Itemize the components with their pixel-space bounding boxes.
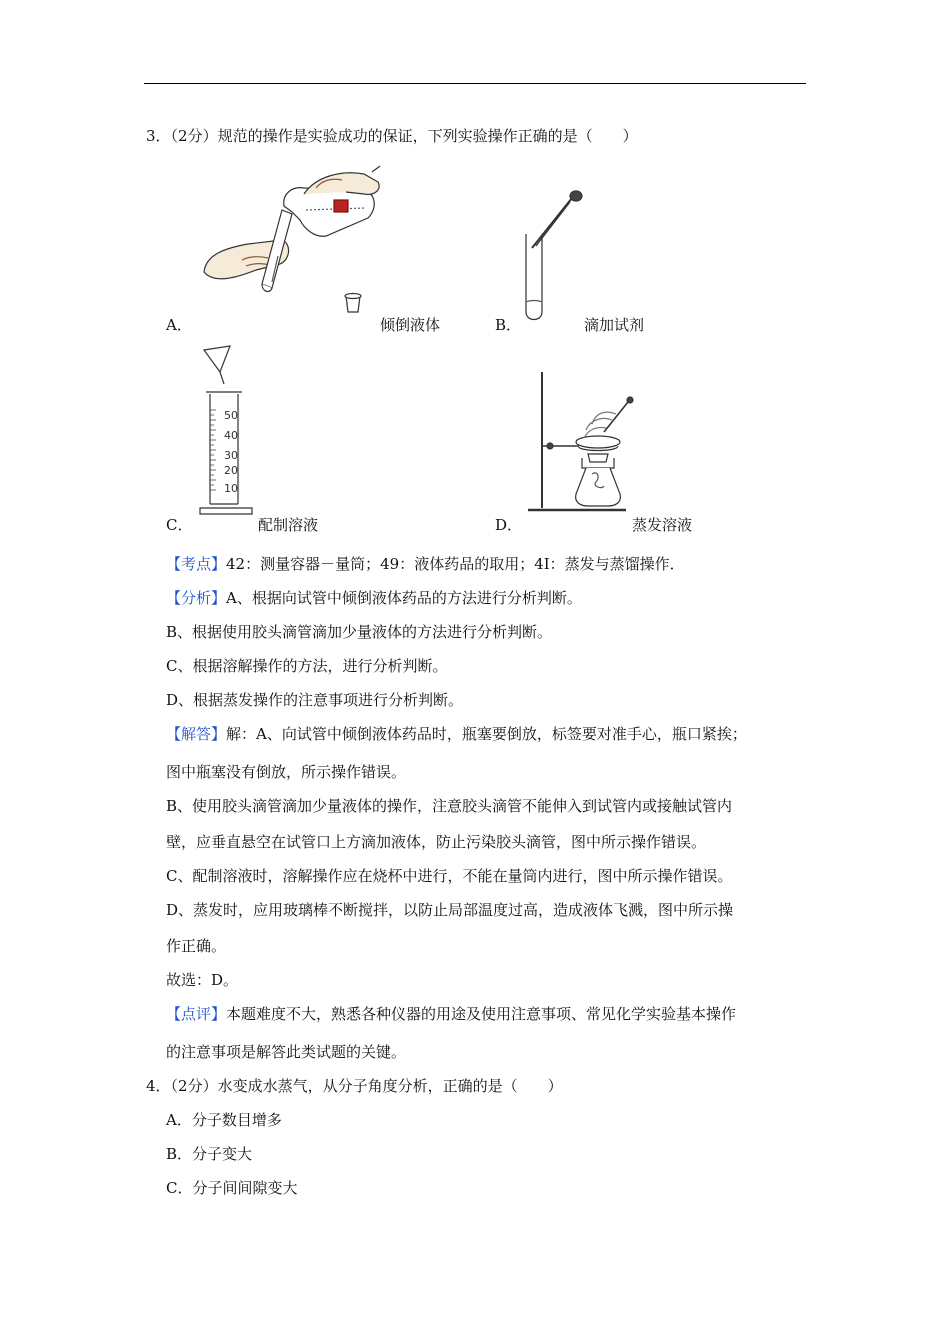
- question-4-stem: 4．（2分）水变成水蒸气，从分子角度分析，正确的是（ ）: [146, 1077, 563, 1095]
- pouring-liquid-figure: [196, 164, 396, 324]
- option-a-letter: A．: [166, 316, 192, 334]
- fenxi-line-1: [166, 588, 582, 608]
- jieda-line-1: [166, 724, 747, 744]
- cylinder-tick-10: 10: [224, 482, 238, 495]
- jieda-text-4: 壁，应垂直悬空在试管口上方滴加液体，防止污染胶头滴管，图中所示操作错误。: [166, 833, 707, 851]
- dianping-tag: 【点评】: [166, 1005, 227, 1023]
- cylinder-tick-40: 40: [224, 429, 238, 442]
- dianping-text-1: 本题难度不大，熟悉各种仪器的用途及使用注意事项、常见化学实验基本操作: [226, 1005, 737, 1023]
- q4-option-c: C．分子间间隙变大: [166, 1179, 298, 1197]
- cylinder-tick-20: 20: [224, 464, 238, 477]
- evaporation-figure: [526, 368, 636, 516]
- option-d-letter: D．: [495, 516, 523, 534]
- header-rule: [144, 83, 806, 84]
- fenxi-text-2: B、根据使用胶头滴管滴加少量液体的方法进行分析判断。: [166, 623, 553, 641]
- q4-option-a: A．分子数目增多: [166, 1111, 282, 1129]
- jieda-tag: 【解答】: [166, 725, 227, 743]
- question-3-stem: 3．（2分）规范的操作是实验成功的保证，下列实验操作正确的是（ ）: [146, 127, 638, 145]
- fenxi-tag: 【分析】: [166, 589, 227, 607]
- option-c-caption: 配制溶液: [258, 516, 319, 534]
- cylinder-tick-50: 50: [224, 409, 238, 422]
- jieda-text-6: D、蒸发时，应用玻璃棒不断搅拌，以防止局部温度过高，造成液体飞溅，图中所示操: [166, 901, 734, 919]
- jieda-text-1: 解：A、向试管中倾倒液体药品时，瓶塞要倒放，标签要对准手心，瓶口紧挨；: [226, 725, 747, 743]
- dianping-text-2: 的注意事项是解答此类试题的关键。: [166, 1043, 407, 1061]
- option-a-caption: 倾倒液体: [380, 316, 441, 334]
- option-d-caption: 蒸发溶液: [632, 516, 693, 534]
- jieda-text-2: 图中瓶塞没有倒放，所示操作错误。: [166, 763, 407, 781]
- kaodian-line: [166, 554, 685, 574]
- fenxi-text-4: D、根据蒸发操作的注意事项进行分析判断。: [166, 691, 464, 709]
- graduated-cylinder-figure: [196, 344, 260, 516]
- fenxi-text-3: C、根据溶解操作的方法，进行分析判断。: [166, 657, 448, 675]
- q4-option-b: B．分子变大: [166, 1145, 253, 1163]
- option-c-letter: C．: [166, 516, 193, 534]
- kaodian-text: 42：测量容器－量筒；49：液体药品的取用；4I：蒸发与蒸馏操作．: [226, 555, 685, 573]
- jieda-text-3: B、使用胶头滴管滴加少量液体的操作，注意胶头滴管不能伸入到试管内或接触试管内: [166, 797, 733, 815]
- jieda-text-8: 故选：D。: [166, 971, 239, 989]
- option-b-caption: 滴加试剂: [584, 316, 645, 334]
- dropper-figure: [516, 190, 596, 326]
- dianping-line-1: [166, 1004, 736, 1024]
- jieda-text-5: C、配制溶液时，溶解操作应在烧杯中进行，不能在量筒内进行，图中所示操作错误。: [166, 867, 733, 885]
- kaodian-tag: 【考点】: [166, 555, 227, 573]
- cylinder-tick-30: 30: [224, 449, 238, 462]
- option-b-letter: B．: [495, 316, 522, 334]
- fenxi-text-1: A、根据向试管中倾倒液体药品的方法进行分析判断。: [226, 589, 582, 607]
- jieda-text-7: 作正确。: [166, 937, 227, 955]
